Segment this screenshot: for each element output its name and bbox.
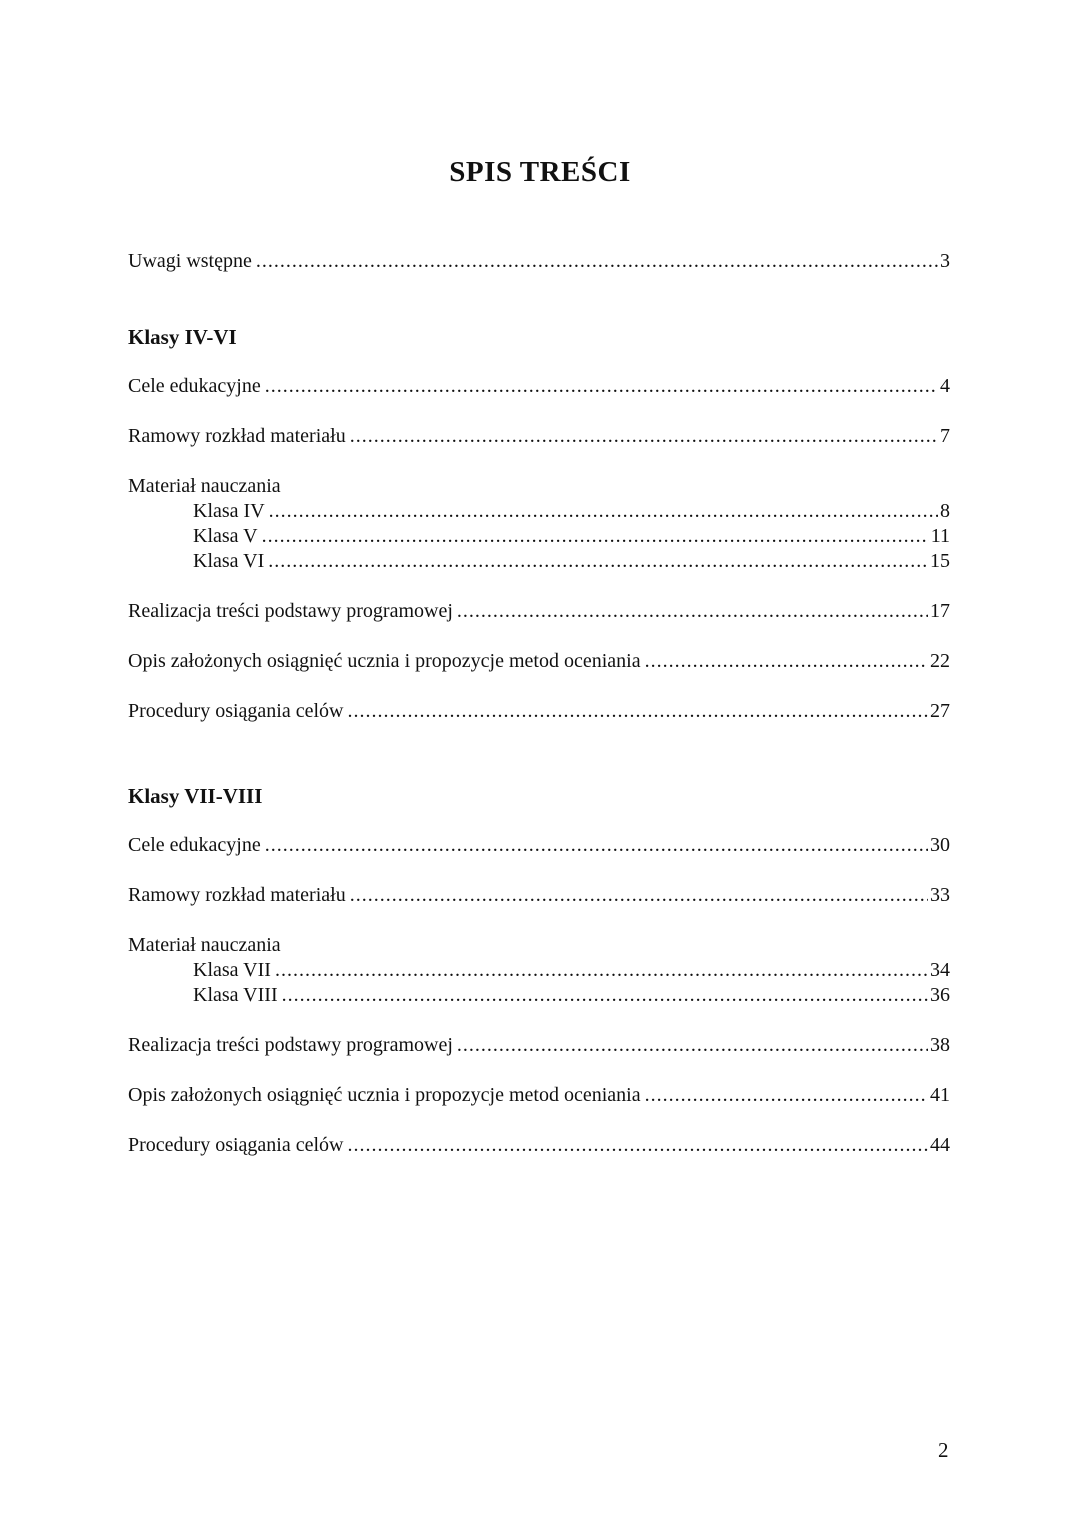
- toc-entry-procedury[interactable]: [128, 700, 950, 726]
- toc-entry-label: Klasa VI: [193, 550, 265, 572]
- toc-entry-label: Realizacja treści podstawy programowej: [128, 600, 453, 622]
- toc-entry-label: Realizacja treści podstawy programowej: [128, 1034, 453, 1056]
- toc-entry-page: 38: [930, 1034, 950, 1056]
- toc-entry-uwagi[interactable]: [128, 250, 950, 276]
- dot-leader: [350, 884, 928, 907]
- dot-leader: [275, 959, 928, 982]
- toc-entry-ramowy[interactable]: [128, 425, 950, 451]
- dot-leader: [645, 650, 928, 673]
- dot-leader: [268, 550, 928, 573]
- toc-entry-page: 36: [930, 984, 950, 1006]
- toc-entry-page: 15: [930, 550, 950, 572]
- dot-leader: [347, 700, 928, 723]
- toc-entry-opis[interactable]: [128, 1084, 950, 1110]
- toc-entry-procedury[interactable]: [128, 1134, 950, 1160]
- toc-entry-label: Opis założonych osiągnięć ucznia i propozycje metod oceniania: [128, 1084, 641, 1106]
- toc-entry-label: Klasa IV: [193, 500, 265, 522]
- toc-entry-klasa-v[interactable]: [193, 525, 950, 551]
- toc-entry-page: 3: [940, 250, 950, 272]
- dot-leader: [350, 425, 938, 448]
- dot-leader: [262, 525, 929, 548]
- dot-leader: [265, 375, 938, 398]
- toc-entry-page: 44: [930, 1134, 950, 1156]
- dot-leader: [347, 1134, 928, 1157]
- toc-entry-page: 4: [940, 375, 950, 397]
- toc-entry-page: 11: [930, 525, 950, 547]
- toc-entry-label: Ramowy rozkład materiału: [128, 884, 346, 906]
- page-number: 2: [938, 1438, 949, 1462]
- dot-leader: [256, 250, 938, 273]
- toc-entry-page: 8: [940, 500, 950, 522]
- material-heading: Materiał nauczania: [128, 475, 281, 497]
- toc-entry-page: 30: [930, 834, 950, 856]
- dot-leader: [645, 1084, 928, 1107]
- dot-leader: [265, 834, 928, 857]
- toc-entry-page: 33: [930, 884, 950, 906]
- toc-entry-label: Klasa V: [193, 525, 258, 547]
- toc-entry-page: 34: [930, 959, 950, 981]
- toc-entry-label: Procedury osiągania celów: [128, 1134, 344, 1156]
- toc-entry-opis[interactable]: [128, 650, 950, 676]
- toc-entry-realizacja[interactable]: [128, 600, 950, 626]
- toc-entry-page: 22: [930, 650, 950, 672]
- dot-leader: [457, 600, 928, 623]
- dot-leader: [269, 500, 938, 523]
- toc-entry-klasa-vi[interactable]: [193, 550, 950, 576]
- toc-entry-klasa-viii[interactable]: [193, 984, 950, 1010]
- toc-entry-page: 7: [940, 425, 950, 447]
- toc-entry-label: Cele edukacyjne: [128, 834, 261, 856]
- toc-entry-label: Procedury osiągania celów: [128, 700, 344, 722]
- toc-entry-label: Uwagi wstępne: [128, 250, 252, 272]
- toc-entry-label: Opis założonych osiągnięć ucznia i propozycje metod oceniania: [128, 650, 641, 672]
- toc-entry-klasa-vii[interactable]: [193, 959, 950, 985]
- toc-entry-cele[interactable]: [128, 375, 950, 401]
- toc-entry-cele[interactable]: [128, 834, 950, 860]
- toc-entry-label: Klasa VII: [193, 959, 271, 981]
- toc-entry-label: Cele edukacyjne: [128, 375, 261, 397]
- toc-entry-realizacja[interactable]: [128, 1034, 950, 1060]
- toc-entry-label: Ramowy rozkład materiału: [128, 425, 346, 447]
- page-title: SPIS TREŚCI: [449, 156, 631, 188]
- dot-leader: [457, 1034, 928, 1057]
- section-heading-vii-viii: Klasy VII-VIII: [128, 784, 263, 808]
- dot-leader: [282, 984, 928, 1007]
- toc-entry-page: 17: [930, 600, 950, 622]
- toc-entry-klasa-iv[interactable]: [193, 500, 950, 526]
- toc-entry-ramowy[interactable]: [128, 884, 950, 910]
- material-heading: Materiał nauczania: [128, 934, 281, 956]
- toc-entry-label: Klasa VIII: [193, 984, 278, 1006]
- toc-entry-page: 41: [930, 1084, 950, 1106]
- section-heading-iv-vi: Klasy IV-VI: [128, 325, 237, 349]
- toc-entry-page: 27: [930, 700, 950, 722]
